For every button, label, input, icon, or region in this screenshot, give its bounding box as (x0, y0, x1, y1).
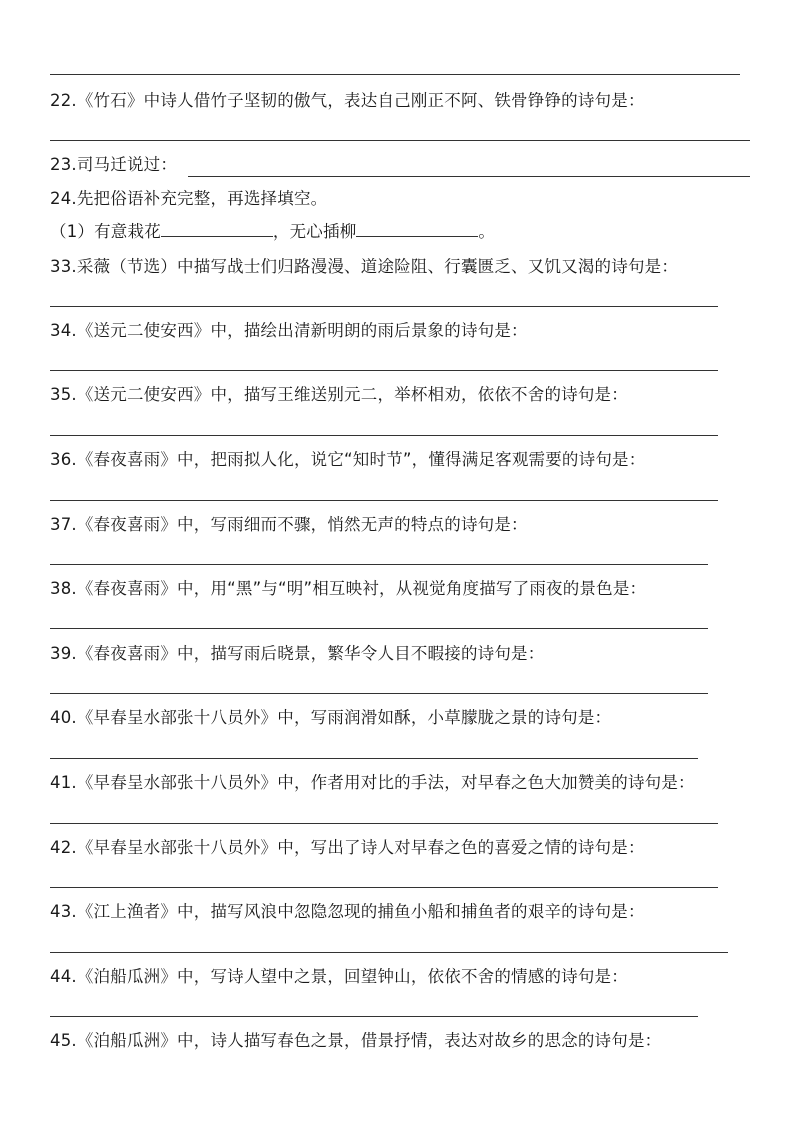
answer-line-43[interactable] (50, 952, 728, 953)
question-42: 42.《早春呈水部张十八员外》中，写出了诗人对早春之色的喜爱之情的诗句是： (50, 838, 645, 857)
question-41: 41.《早春呈水部张十八员外》中，作者用对比的手法，对早春之色大加赞美的诗句是： (50, 773, 695, 792)
question-35: 35.《送元二使安西》中，描写王维送别元二，举杯相劝，依依不舍的诗句是： (50, 385, 628, 404)
question-40: 40.《早春呈水部张十八员外》中，写雨润滑如酥，小草朦胧之景的诗句是： (50, 708, 612, 727)
question-39: 39.《春夜喜雨》中，描写雨后晓景，繁华令人目不暇接的诗句是： (50, 644, 545, 663)
answer-line-22[interactable] (50, 140, 750, 141)
question-44: 44.《泊船瓜洲》中，写诗人望中之景，回望钟山，依依不舍的情感的诗句是： (50, 967, 628, 986)
question-23 (50, 154, 177, 176)
question-23-text: 23.司马迁说过： (50, 155, 178, 174)
question-33: 33.采薇（节选）中描写战士们归路漫漫、道途险阻、行囊匮乏、又饥又渴的诗句是： (50, 257, 679, 276)
question-34: 34.《送元二使安西》中，描绘出清新明朗的雨后景象的诗句是： (50, 321, 528, 340)
question-24-1 (50, 220, 495, 243)
question-22: 22.《竹石》中诗人借竹子坚韧的傲气，表达自己刚正不阿、铁骨铮铮的诗句是： (50, 91, 645, 110)
q24-1-end: 。 (478, 222, 496, 241)
q24-1-blank-b[interactable] (356, 220, 478, 237)
question-24: 24.先把俗语补充完整，再选择填空。 (50, 189, 328, 208)
answer-line-39[interactable] (50, 693, 708, 694)
answer-line-40[interactable] (50, 758, 698, 759)
question-43: 43.《江上渔者》中，描写风浪中忽隐忽现的捕鱼小船和捕鱼者的艰辛的诗句是： (50, 902, 645, 921)
answer-line-44[interactable] (50, 1016, 698, 1017)
q24-1-blank-a[interactable] (161, 220, 273, 237)
answer-line-41[interactable] (50, 823, 718, 824)
answer-line-33[interactable] (50, 306, 718, 307)
answer-line-38[interactable] (50, 628, 708, 629)
q24-1-part-a: （1）有意栽花 (50, 222, 161, 241)
answer-line-42[interactable] (50, 887, 718, 888)
question-36: 36.《春夜喜雨》中，把雨拟人化，说它“知时节”，懂得满足客观需要的诗句是： (50, 450, 646, 469)
q24-1-part-b: ，无心插柳 (272, 222, 357, 241)
answer-line-top[interactable] (50, 74, 740, 75)
question-45: 45.《泊船瓜洲》中，诗人描写春色之景，借景抒情，表达对故乡的思念的诗句是： (50, 1031, 662, 1050)
answer-line-37[interactable] (50, 564, 708, 565)
answer-line-34[interactable] (50, 370, 718, 371)
answer-line-35[interactable] (50, 435, 718, 436)
question-38: 38.《春夜喜雨》中，用“黑”与“明”相互映衬，从视觉角度描写了雨夜的景色是： (50, 579, 647, 598)
answer-line-23[interactable] (188, 176, 750, 177)
answer-line-36[interactable] (50, 500, 718, 501)
question-37: 37.《春夜喜雨》中，写雨细而不骤，悄然无声的特点的诗句是： (50, 515, 528, 534)
